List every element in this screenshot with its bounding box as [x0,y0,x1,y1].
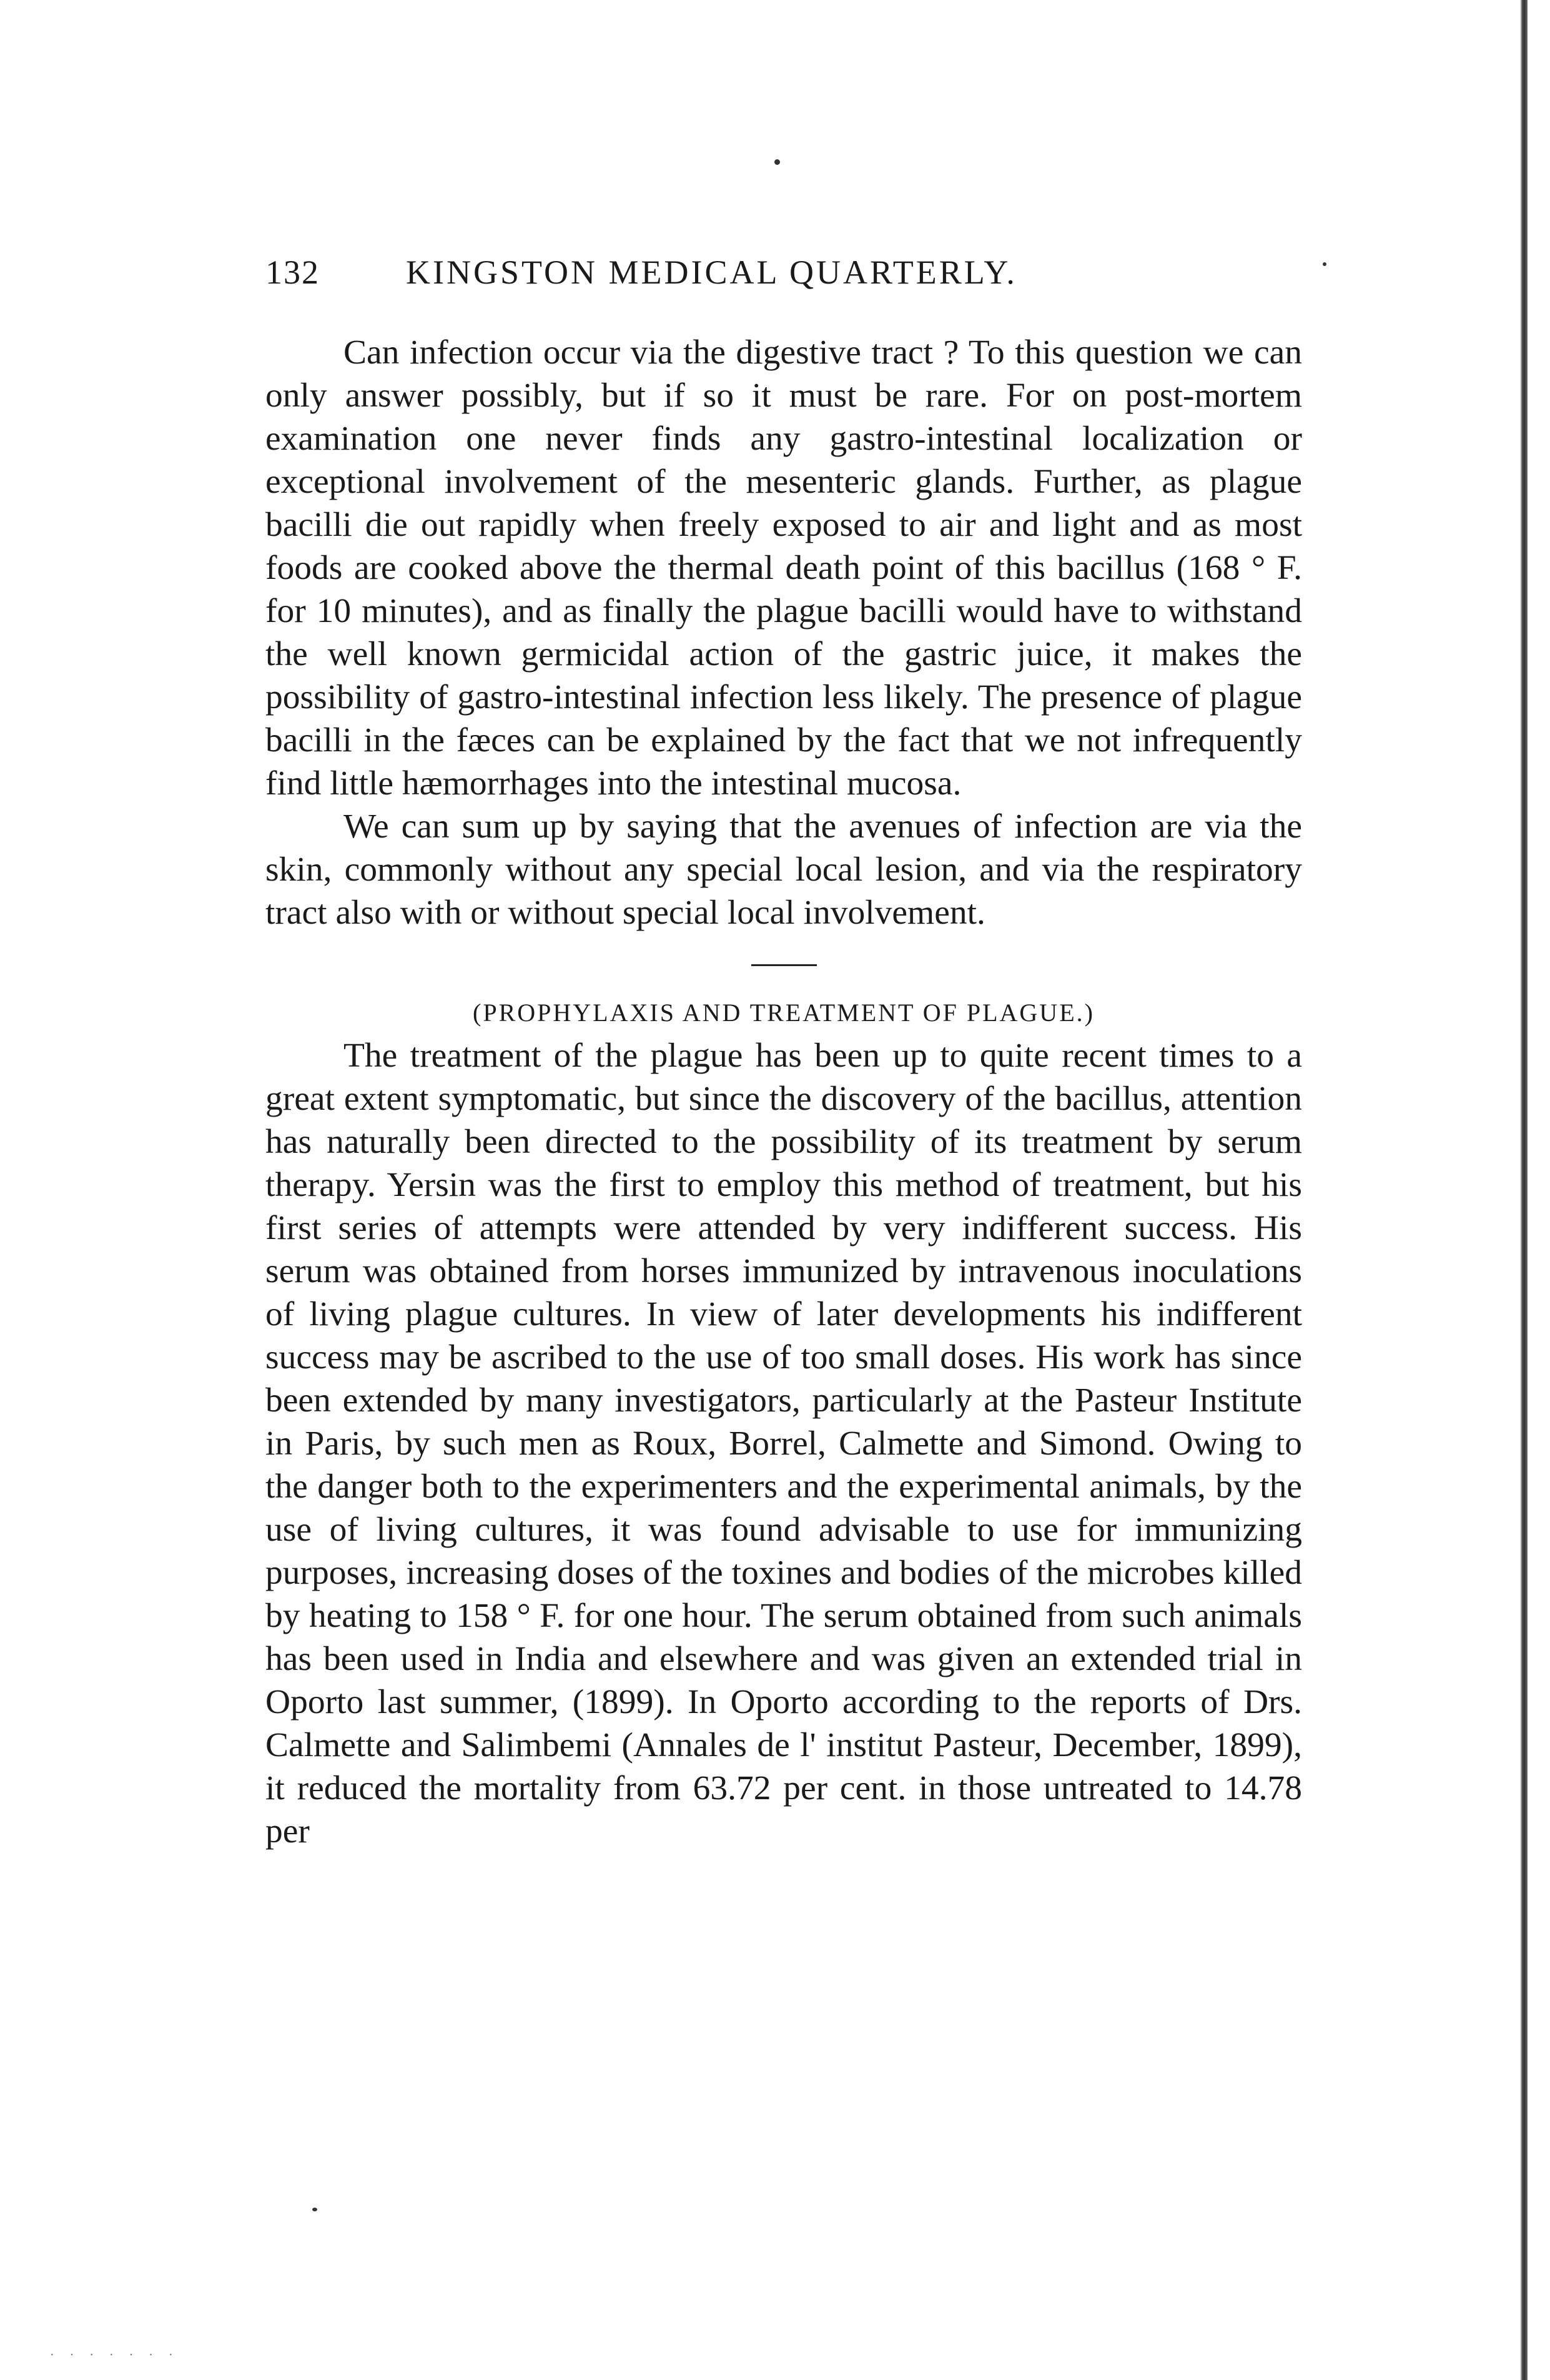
section-divider [751,964,817,966]
scan-speck [312,2208,317,2211]
paragraph-digestive-tract: Can infection occur via the digestive tract ? To this question we can only answer possibly, but if so it must be rare. For on post-mortem examination one never finds any gastro-intestinal localization or exceptional involvement of the mesenteric glands. Further, as plague bacilli die out rapidly when freely exposed to air and light and as most foods are cooked above the thermal death point of this bacillus (168 ° F. for 10 minutes), and as finally the plague bacilli would have to withstand the well known germicidal action of the gastric juice, it makes the possibility of gastro-intestinal infection less likely. The presence of plague bacilli in the fæces can be explained by the fact that we not infrequently find little hæmorrhages into the intestinal mucosa. [265,333,1302,802]
scan-noise-footer: · · · · · · · [50,2348,179,2362]
journal-title: KINGSTON MEDICAL QUARTERLY. [406,254,1017,291]
page-number: 132 [265,254,320,291]
running-header [265,253,1296,303]
scan-speck [774,159,780,165]
paragraph-treatment: The treatment of the plague has been up to quite recent times to a great extent symptomatic, but since the discovery of the bacillus, attention has naturally been directed to the possibility of its treatment by serum therapy. Yersin was the first to employ this method of treatment, but his first series of attempts were attended by very indifferent success. His serum was obtained from horses immunized by intravenous inoculations of living plague cultures. In view of later developments his indifferent success may be ascribed to the use of too small doses. His work has since been extended by many investigators, particularly at the Pasteur Institute in Paris, by such men as Roux, Borrel, Calmette and Simond. Owing to the danger both to the experimenters and the experimental animals, by the use of living cultures, it was found advisable to use for immunizing purposes, increasing doses of the toxines and bodies of the microbes killed by heating to 158 ° F. for one hour. The serum obtained from such animals has been used in India and elsewhere and was given an extended trial in Oporto last summer, (1899). In Oporto according to the reports of Drs. Calmette and Salimbemi (Annales de l' institut Pasteur, December, 1899), it reduced the mortality from 63.72 per cent. in those untreated to 14.78 per [265,1037,1302,1850]
article-body [265,331,1302,1853]
scan-binding-edge [1520,0,1528,2380]
scan-speck [1323,262,1326,266]
section-heading: (PROPHYLAXIS AND TREATMENT OF PLAGUE.) [473,999,1095,1027]
paragraph-summary: We can sum up by saying that the avenues of infection are via the skin, commonly without any special local lesion, and via the respiratory tract also with or without special local involvement. [265,807,1302,932]
